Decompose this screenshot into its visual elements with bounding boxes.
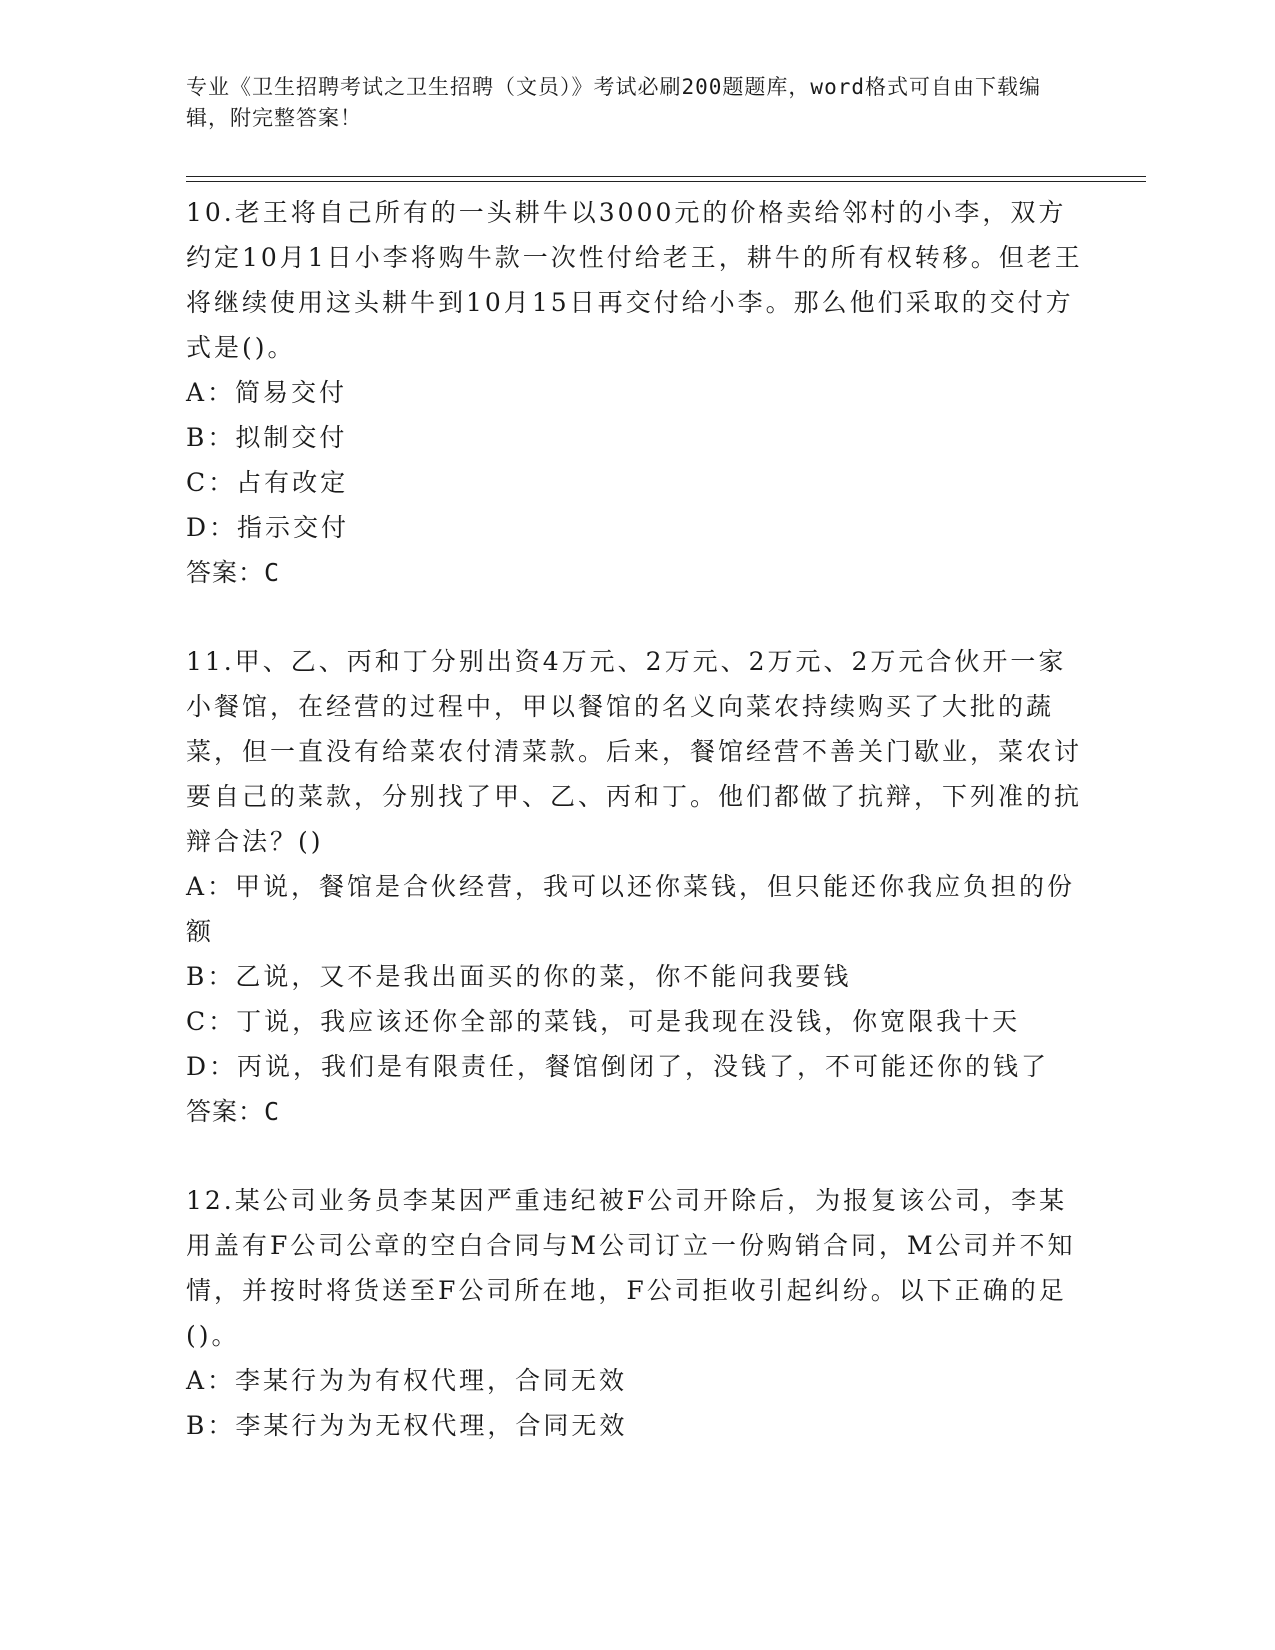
question-spacer bbox=[186, 595, 1086, 639]
option-d: D：丙说，我们是有限责任，餐馆倒闭了，没钱了，不可能还你的钱了 bbox=[186, 1052, 1050, 1081]
question-10 bbox=[186, 190, 1086, 595]
option-b: B：乙说，又不是我出面买的你的菜，你不能问我要钱 bbox=[186, 962, 852, 991]
question-text: 12.某公司业务员李某因严重违纪被F公司开除后，为报复该公司，李某用盖有F公司公章的空白合同与M公司订立一份购销合同，M公司并不知情，并按时将货送至F公司所在地，F公司拒收引起纠纷。以下正确的足()。 bbox=[186, 1186, 1076, 1350]
option-a: A：简易交付 bbox=[186, 378, 348, 407]
header-divider-top bbox=[186, 176, 1146, 177]
question-list bbox=[186, 190, 1086, 1448]
document-header: 专业《卫生招聘考试之卫生招聘（文员）》考试必刷200题题库，word格式可自由下载编辑，附完整答案！ bbox=[186, 75, 1041, 130]
option-b: B：拟制交付 bbox=[186, 423, 348, 452]
option-a: A：李某行为为有权代理，合同无效 bbox=[186, 1366, 628, 1395]
question-text: 11.甲、乙、丙和丁分别出资4万元、2万元、2万元、2万元合伙开一家小餐馆，在经营的过程中，甲以餐馆的名义向菜农持续购买了大批的蔬菜，但一直没有给菜农付清菜款。后来，餐馆经营不善关门歇业，菜农讨要自己的菜款，分别找了甲、乙、丙和丁。他们都做了抗辩，下列准的抗辩合法？() bbox=[186, 647, 1083, 856]
question-text: 10.老王将自己所有的一头耕牛以3000元的价格卖给邻村的小李，双方约定10月1日小李将购牛款一次性付给老王，耕牛的所有权转移。但老王将继续使用这头耕牛到10月15日再交付给小李。那么他们采取的交付方式是()。 bbox=[186, 198, 1083, 362]
question-spacer bbox=[186, 1134, 1086, 1178]
question-12 bbox=[186, 1178, 1086, 1448]
option-c: C：丁说，我应该还你全部的菜钱，可是我现在没钱，你宽限我十天 bbox=[186, 1007, 1021, 1036]
answer-label: 答案：C bbox=[186, 1097, 281, 1126]
option-b: B：李某行为为无权代理，合同无效 bbox=[186, 1411, 628, 1440]
header-divider-bottom bbox=[186, 181, 1146, 182]
option-d: D：指示交付 bbox=[186, 513, 350, 542]
answer-label: 答案：C bbox=[186, 558, 281, 587]
question-11 bbox=[186, 639, 1086, 1134]
option-c: C：占有改定 bbox=[186, 468, 349, 497]
option-a: A：甲说，餐馆是合伙经营，我可以还你菜钱，但只能还你我应负担的份额 bbox=[186, 872, 1076, 946]
